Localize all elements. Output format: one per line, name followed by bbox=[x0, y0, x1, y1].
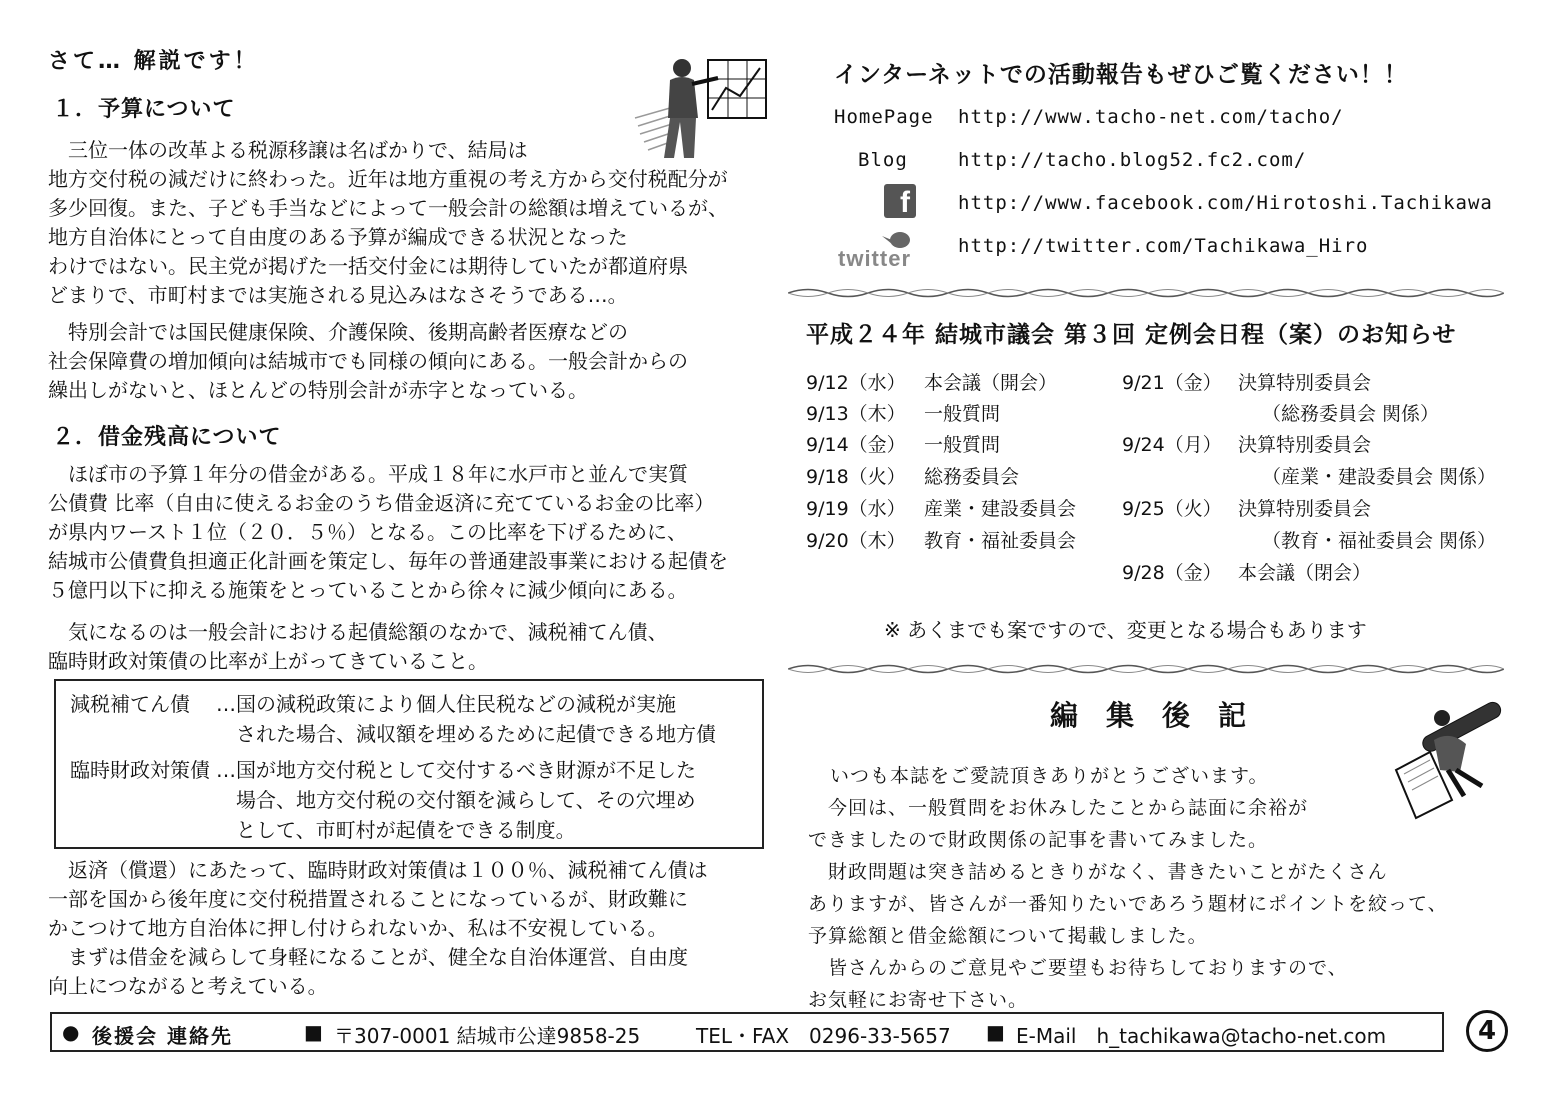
schedule-date: 9/12（水） bbox=[806, 372, 906, 394]
text-line: いつも本誌をご愛読頂きありがとうございます。 bbox=[830, 765, 1269, 787]
link-twitter-url[interactable]: http://twitter.com/Tachikawa_Hiro bbox=[958, 235, 1369, 257]
definition-text: …国が地方交付税として交付するべき財源が不足した bbox=[216, 758, 696, 782]
text-line: 皆さんからのご意見やご要望もお待ちしておりますので、 bbox=[808, 957, 1348, 979]
presenter-illustration bbox=[630, 48, 780, 168]
text-line: 特別会計では国民健康保険、介護保険、後期高齢者医療などの bbox=[48, 320, 628, 344]
twitter-icon bbox=[836, 226, 926, 272]
pen-character-illustration bbox=[1390, 700, 1510, 820]
schedule-event: 一般質問 bbox=[924, 434, 1001, 456]
schedule-date: 9/14（金） bbox=[806, 434, 906, 456]
vine-divider bbox=[788, 284, 1504, 302]
schedule-event: 教育・福祉委員会 bbox=[924, 530, 1077, 552]
text-line: わけではない。民主党が掲げた一括交付金には期待していたが都道府県 bbox=[48, 254, 688, 278]
footer-tel: TEL・FAX 0296-33-5657 bbox=[696, 1024, 951, 1048]
schedule-event: 決算特別委員会 bbox=[1238, 498, 1372, 520]
schedule-date: 9/25（火） bbox=[1122, 498, 1222, 520]
schedule-date: 9/28（金） bbox=[1122, 562, 1222, 584]
contact-footer bbox=[50, 1012, 1444, 1052]
schedule-event-note: （総務委員会 関係） bbox=[1262, 403, 1440, 425]
definition-box bbox=[54, 679, 764, 849]
footer-email[interactable]: E-Mail h_tachikawa@tacho-net.com bbox=[1016, 1024, 1387, 1048]
schedule-event: 決算特別委員会 bbox=[1238, 372, 1372, 394]
editor-title: 編 集 後 記 bbox=[1050, 699, 1247, 732]
text-line: 向上につながると考えている。 bbox=[48, 974, 328, 998]
schedule-date: 9/21（金） bbox=[1122, 372, 1222, 394]
schedule-note: ※ あくまでも案ですので、変更となる場合もあります bbox=[884, 618, 1367, 642]
schedule-event: 決算特別委員会 bbox=[1238, 434, 1372, 456]
schedule-date: 9/18（火） bbox=[806, 466, 906, 488]
schedule-event: 産業・建設委員会 bbox=[924, 498, 1077, 520]
schedule-event-note: （教育・福祉委員会 関係） bbox=[1262, 530, 1497, 552]
definition-text: として、市町村が起債をできる制度。 bbox=[216, 818, 576, 842]
bullet-icon: ● bbox=[62, 1020, 80, 1044]
definition-text: …国の減税政策により個人住民税などの減税が実施 bbox=[216, 692, 676, 716]
page-number: 4 bbox=[1466, 1010, 1508, 1052]
schedule-event: 本会議（開会） bbox=[924, 372, 1058, 394]
schedule-date: 9/19（水） bbox=[806, 498, 906, 520]
intro-heading: さて… 解説です！ bbox=[48, 49, 259, 74]
link-label-homepage: HomePage bbox=[834, 106, 934, 128]
section1-title: １．予算について bbox=[52, 97, 236, 122]
footer-org: 後援会 連絡先 bbox=[92, 1024, 233, 1048]
text-line: 返済（償還）にあたって、臨時財政対策債は１００％、減税補てん債は bbox=[48, 858, 708, 882]
text-line: 気になるのは一般会計における起債総額のなかで、減税補てん債、 bbox=[48, 620, 668, 644]
twitter-logo-text: twitter bbox=[838, 246, 911, 271]
internet-title: インターネットでの活動報告もぜひご覧ください！！ bbox=[834, 62, 1408, 88]
facebook-glyph: f bbox=[900, 186, 910, 219]
text-line: 結城市公債費負担適正化計画を策定し、毎年の普通建設事業における起債を bbox=[48, 549, 728, 573]
link-label-blog: Blog bbox=[858, 149, 908, 171]
link-homepage-url[interactable]: http://www.tacho-net.com/tacho/ bbox=[958, 106, 1344, 128]
text-line: まずは借金を減らして身軽になることが、健全な自治体運営、自由度 bbox=[48, 945, 688, 969]
schedule-event: 一般質問 bbox=[924, 403, 1001, 425]
definition-text: 場合、地方交付税の交付額を減らして、その穴埋め bbox=[216, 788, 696, 812]
section2-title: ２．借金残高について bbox=[52, 425, 282, 450]
footer-address: 〒307-0001 結城市公達9858-25 bbox=[334, 1024, 641, 1048]
link-blog-url[interactable]: http://tacho.blog52.fc2.com/ bbox=[958, 149, 1307, 171]
definition-text: された場合、減収額を埋めるために起債できる地方債 bbox=[216, 722, 716, 746]
text-line: 繰出しがないと、ほとんどの特別会計が赤字となっている。 bbox=[48, 378, 588, 402]
definition-term: 減税補てん債 bbox=[70, 692, 190, 716]
schedule-date: 9/13（木） bbox=[806, 403, 906, 425]
text-line: 予算総額と借金総額について掲載しました。 bbox=[808, 925, 1208, 947]
square-bullet-icon: ■ bbox=[304, 1020, 323, 1044]
text-line: できましたので財政関係の記事を書いてみました。 bbox=[808, 829, 1269, 851]
schedule-title: 平成２４年 結城市議会 第３回 定例会日程（案）のお知らせ bbox=[806, 322, 1457, 348]
text-line: 一部を国から後年度に交付税措置されることになっているが、財政難に bbox=[48, 887, 688, 911]
text-line: 三位一体の改革よる税源移譲は名ばかりで、結局は bbox=[48, 138, 528, 162]
text-line: ほぼ市の予算１年分の借金がある。平成１８年に水戸市と並んで実質 bbox=[48, 462, 688, 486]
link-facebook-url[interactable]: http://www.facebook.com/Hirotoshi.Tachikawa bbox=[958, 192, 1493, 214]
definition-term: 臨時財政対策債 bbox=[70, 758, 210, 782]
text-line: 地方交付税の減だけに終わった。近年は地方重視の考え方から交付税配分が bbox=[48, 167, 728, 191]
square-bullet-icon: ■ bbox=[986, 1020, 1005, 1044]
schedule-event: 総務委員会 bbox=[924, 466, 1020, 488]
text-line: 社会保障費の増加傾向は結城市でも同様の傾向にある。一般会計からの bbox=[48, 349, 688, 373]
text-line: かこつけて地方自治体に押し付けられないか、私は不安視している。 bbox=[48, 916, 668, 940]
text-line: 財政問題は突き詰めるときりがなく、書きたいことがたくさん bbox=[808, 861, 1388, 883]
facebook-icon bbox=[884, 184, 916, 218]
text-line: 臨時財政対策債の比率が上がってきていること。 bbox=[48, 649, 488, 673]
vine-divider bbox=[788, 660, 1504, 678]
text-line: ありますが、皆さんが一番知りたいであろう題材にポイントを絞って、 bbox=[808, 893, 1448, 915]
text-line: 多少回復。また、子ども手当などによって一般会計の総額は増えているが、 bbox=[48, 196, 728, 220]
text-line: が県内ワースト１位（２０．５％）となる。この比率を下げるために、 bbox=[48, 520, 687, 544]
text-line: 公債費 比率（自由に使えるお金のうち借金返済に充てているお金の比率） bbox=[48, 491, 715, 515]
schedule-date: 9/20（木） bbox=[806, 530, 906, 552]
schedule-date: 9/24（月） bbox=[1122, 434, 1222, 456]
text-line: お気軽にお寄せ下さい。 bbox=[808, 989, 1029, 1011]
schedule-event-note: （産業・建設委員会 関係） bbox=[1262, 466, 1497, 488]
text-line: ５億円以下に抑える施策をとっていることから徐々に減少傾向にある。 bbox=[48, 578, 688, 602]
text-line: 地方自治体にとって自由度のある予算が編成できる状況となった bbox=[48, 225, 628, 249]
text-line: 今回は、一般質問をお休みしたことから誌面に余裕が bbox=[808, 797, 1309, 819]
text-line: どまりで、市町村までは実施される見込みはなさそうである…。 bbox=[48, 283, 628, 307]
schedule-event: 本会議（閉会） bbox=[1238, 562, 1372, 584]
